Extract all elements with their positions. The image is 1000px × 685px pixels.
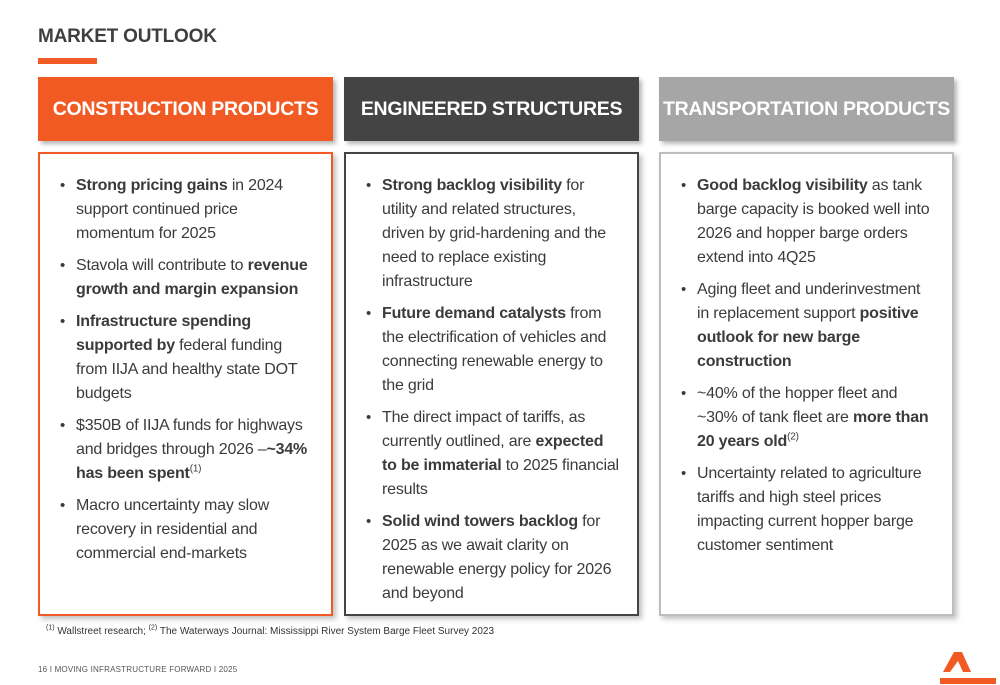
bullet-bold-text: Strong pricing gains [76,177,228,194]
bullet-text: federal funding from IIJA and healthy state DOT budgets [76,337,298,402]
title-underline [38,58,97,64]
bullet-item [366,302,621,398]
footnote-ref: (2) [787,431,799,443]
column-header: TRANSPORTATION PRODUCTS [659,77,954,141]
bullet-bold-text: Future demand catalysts [382,305,566,322]
bullet-bold-text: expected to be immaterial [382,433,604,474]
bullet-text: as tank barge capacity is booked well into 2026 and hopper barge orders extend into 4Q25 [697,177,930,266]
bullet-text: Uncertainty related to agriculture tariffs and high steel prices impacting current hopper barge customer sentiment [697,465,922,554]
page-title: MARKET OUTLOOK [38,26,217,47]
bullet-list [366,174,621,606]
column-body [659,152,954,616]
column-construction-products [38,77,333,562]
bullet-text: Aging fleet and underinvestment in replacement support [697,281,921,322]
bullet-item [366,510,621,606]
footer: 16 I MOVING INFRASTRUCTURE FORWARD I 2025 [38,665,238,674]
column-transportation-products [659,77,954,554]
bullet-item [60,414,315,486]
bullet-item [60,310,315,406]
footnote-text: The Waterways Journal: Mississippi River System Barge Fleet Survey 2023 [157,626,495,637]
bullet-text: ~40% of the hopper fleet and ~30% of tank fleet are [697,385,898,426]
bullet-item [681,174,936,270]
column-body [38,152,333,616]
bullet-text: from the electrification of vehicles and connecting renewable energy to the grid [382,305,607,394]
bullet-bold-text: positive outlook for new barge construction [697,305,919,370]
bullet-item [681,462,936,558]
logo-mark [943,652,971,672]
bullet-text: Stavola will contribute to [76,257,248,274]
bullet-text: The direct impact of tariffs, as currently outlined, are [382,409,586,450]
bullet-text: for utility and related structures, driven by grid-hardening and the need to replace existing infrastructure [382,177,606,290]
footnote-text: Wallstreet research; [54,626,149,637]
bullet-list [60,174,315,566]
bullet-bold-text: ~34% has been spent [76,441,308,482]
bullet-text: in 2024 support continued price momentum for 2025 [76,177,283,242]
bullet-item [366,406,621,502]
arcosa-logo-icon [940,648,996,684]
bullet-text: Macro uncertainty may slow recovery in residential and commercial end-markets [76,497,270,562]
bullet-text: for 2025 as we await clarity on renewable energy policy for 2026 and beyond [382,513,612,602]
bullet-bold-text: revenue growth and margin expansion [76,257,308,298]
footnote [46,626,494,637]
bullet-item [60,494,315,566]
bullet-bold-text: Infrastructure spending supported by [76,313,251,354]
footnote-marker: (1) [46,624,55,632]
bullet-bold-text: Strong backlog visibility [382,177,562,194]
footnote-marker: (2) [148,624,158,632]
bullet-item [60,174,315,246]
bullet-bold-text: more than 20 years old [697,409,929,450]
bullet-item [681,278,936,374]
footnote-ref: (1) [189,463,202,475]
logo-bar [940,678,996,684]
bullet-item [60,254,315,302]
column-header: ENGINEERED STRUCTURES [344,77,639,141]
bullet-list [681,174,936,558]
bullet-bold-text: Solid wind towers backlog [382,513,578,530]
column-header: CONSTRUCTION PRODUCTS [38,77,333,141]
bullet-text: to 2025 financial results [382,457,619,498]
bullet-item [366,174,621,294]
bullet-text: $350B of IIJA funds for highways and bridges through 2026 – [76,417,303,458]
column-body [344,152,639,616]
bullet-item [681,382,936,454]
column-engineered-structures [344,77,639,602]
bullet-bold-text: Good backlog visibility [697,177,868,194]
